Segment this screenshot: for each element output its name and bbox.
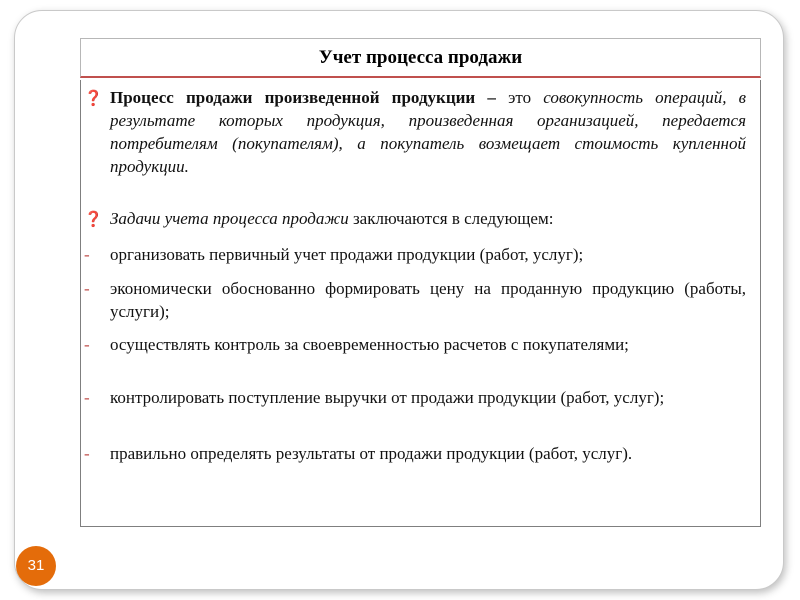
list-item: осуществлять контроль за своевременностью расчетов с покупателями; — [110, 335, 629, 354]
tasks-italic: Задачи учета процесса продажи — [110, 209, 349, 228]
dash-bullet-icon: - — [84, 335, 90, 354]
slide-title-text: Учет процесса продажи — [318, 47, 523, 68]
definition-body: совокупность операций, в результате которых продукция, произведенная организацией, передается потребителям (покупателям), а покупатель возмещает стоимость купленной продукции. — [110, 88, 747, 176]
dash-bullet-icon: - — [84, 279, 90, 298]
definition-paragraph — [110, 86, 746, 178]
tasks-rest: заключаются в следующем: — [352, 209, 554, 228]
question-bullet-icon: ❓ — [84, 212, 103, 228]
page-number-badge — [16, 546, 56, 586]
slide-title — [80, 38, 761, 78]
definition-term: Процесс продажи произведенной продукции – — [110, 88, 496, 107]
list-item: экономически обоснованно формировать цену на проданную продукцию (работы, услуги); — [110, 279, 746, 321]
dash-bullet-icon: - — [84, 444, 90, 463]
page-number: 31 — [27, 557, 45, 574]
question-bullet-icon: ❓ — [84, 91, 103, 107]
tasks-paragraph — [110, 207, 746, 230]
list-item: организовать первичный учет продажи продукции (работ, услуг); — [110, 245, 584, 264]
list-item: контролировать поступление выручки от продажи продукции (работ, услуг); — [110, 388, 665, 407]
dash-bullet-icon: - — [84, 245, 90, 264]
dash-bullet-icon: - — [84, 388, 90, 407]
list-item: правильно определять результаты от продажи продукции (работ, услуг). — [110, 444, 633, 463]
definition-lead: это — [508, 88, 532, 107]
